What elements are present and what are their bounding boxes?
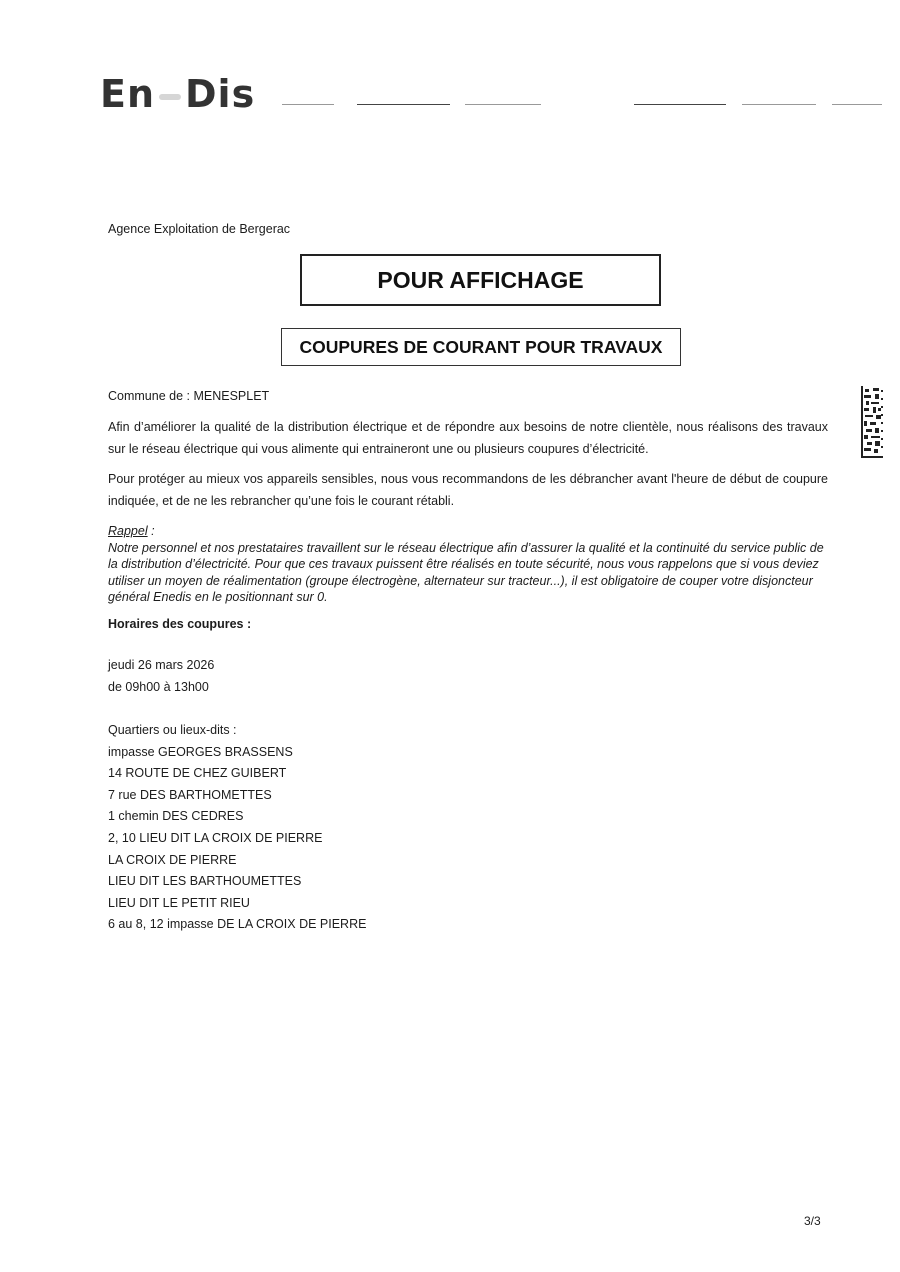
header-rule	[832, 104, 882, 105]
rappel-colon: :	[147, 524, 155, 538]
list-item: LA CROIX DE PIERRE	[108, 852, 237, 867]
logo-text-left: En	[100, 72, 156, 116]
list-item: impasse GEORGES BRASSENS	[108, 744, 293, 759]
page-number: 3/3	[804, 1214, 821, 1228]
agence-label: Agence Exploitation de Bergerac	[108, 222, 291, 236]
enedis-logo	[100, 72, 255, 116]
list-item: LIEU DIT LES BARTHOUMETTES	[108, 874, 302, 889]
list-item: 2, 10 LIEU DIT LA CROIX DE PIERRE	[108, 830, 323, 845]
title-box: POUR AFFICHAGE	[300, 254, 661, 306]
header-rule	[282, 104, 334, 105]
datamatrix-code-icon	[861, 386, 883, 458]
quartiers-label: Quartiers ou lieux-dits :	[108, 723, 237, 737]
header-rule	[742, 104, 816, 105]
rappel-title: Rappel	[108, 524, 148, 538]
rappel-block	[108, 523, 828, 606]
header-rule	[357, 104, 450, 105]
subtitle-box: COUPURES DE COURANT POUR TRAVAUX	[281, 328, 681, 366]
list-item: 7 rue DES BARTHOMETTES	[108, 787, 272, 802]
commune-label: Commune de : MENESPLET	[108, 389, 270, 403]
intro-paragraph: Afin d’améliorer la qualité de la distribution électrique et de répondre aux besoins de notre clientèle, nous réalisons des travaux sur le réseau électrique qui vous alimente qui entraineront une ou plusieurs coupures d’électricité.	[108, 420, 828, 456]
header-rule	[465, 104, 541, 105]
horaires-heading: Horaires des coupures :	[108, 617, 252, 631]
quartiers-list	[108, 720, 366, 936]
list-item: LIEU DIT LE PETIT RIEU	[108, 895, 250, 910]
outage-hours: de 09h00 à 13h00	[108, 680, 209, 694]
logo-mark-icon	[159, 94, 181, 100]
list-item: 6 au 8, 12 impasse DE LA CROIX DE PIERRE	[108, 917, 367, 932]
header-rule	[634, 104, 726, 105]
advice-paragraph: Pour protéger au mieux vos appareils sensibles, nous vous recommandons de les débrancher avant l'heure de début de coupure indiquée, et de ne les rebrancher qu’une fois le courant rétabli.	[108, 472, 828, 508]
outage-date: jeudi 26 mars 2026	[108, 658, 215, 672]
rappel-text: Notre personnel et nos prestataires travaillent sur le réseau électrique afin d’assurer la qualité et la continuité du service public de la distribution d’électricité. Pour que ces travaux puissent être réalisés en toute sécurité, nous vous rappelons que si vous deviez utiliser un moyen de réalimentation (groupe électrogène, alternateur sur tracteur...), il est obligatoire de couper votre disjoncteur général Enedis en le positionnant sur 0.	[108, 540, 824, 604]
logo-text-right: Dis	[185, 72, 256, 116]
list-item: 14 ROUTE DE CHEZ GUIBERT	[108, 766, 287, 781]
list-item: 1 chemin DES CEDRES	[108, 809, 244, 824]
